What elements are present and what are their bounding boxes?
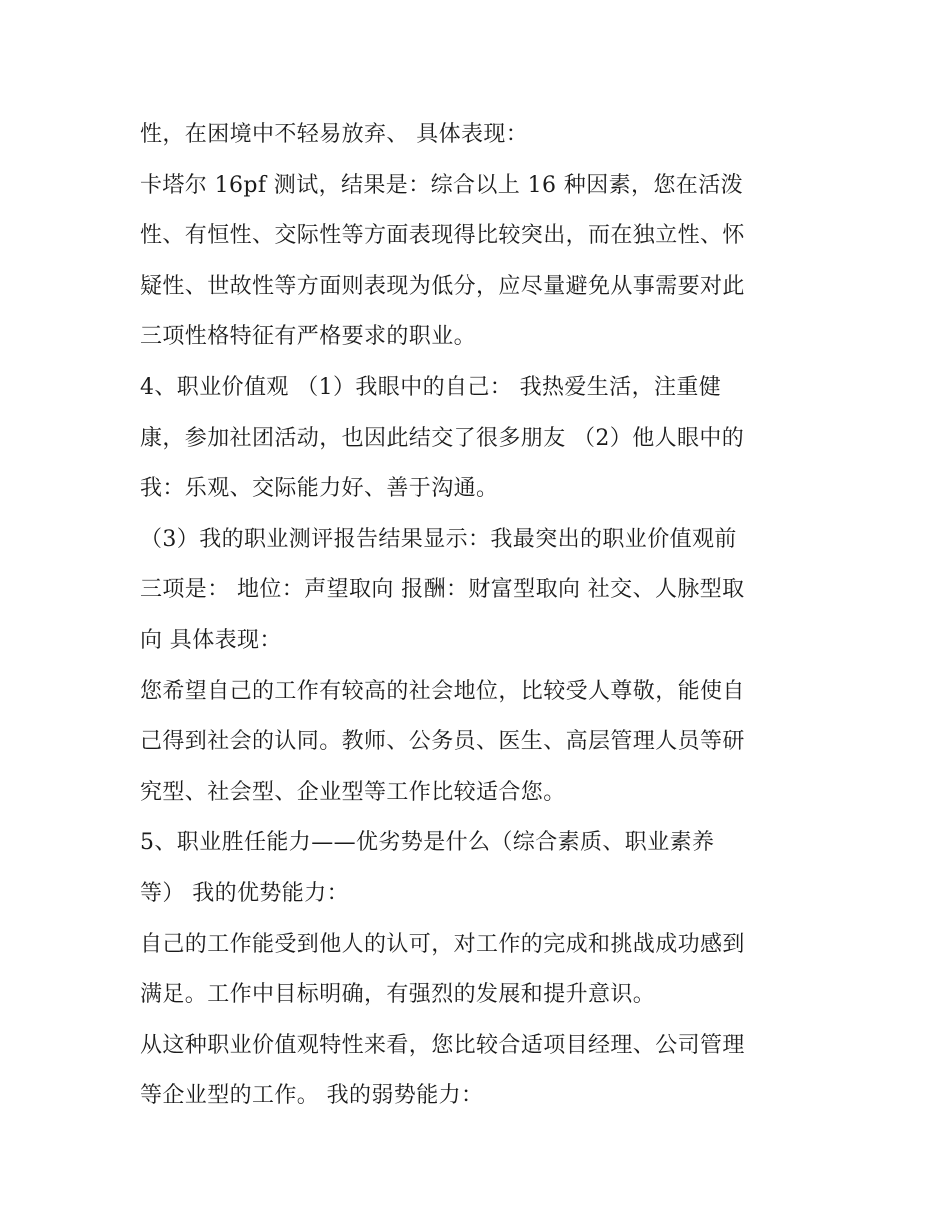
text-line: （3）我的职业测评报告结果显示：我最突出的职业价值观前: [140, 526, 737, 552]
text-line: 我：乐观、交际能力好、善于沟通。: [140, 476, 499, 502]
text-line: 4、职业价值观 （1）我眼中的自己： 我热爱生活，注重健: [140, 374, 722, 400]
text-line: 三项性格特征有严格要求的职业。: [140, 324, 477, 350]
text-line: 究型、社会型、企业型等工作比较适合您。: [140, 779, 566, 805]
text-line: 您希望自己的工作有较高的社会地位，比较受人尊敬，能使自: [140, 678, 745, 704]
text-line: 康，参加社团活动，也因此结交了很多朋友 （2）他人眼中的: [140, 425, 745, 451]
text-line: 三项是： 地位：声望取向 报酬：财富型取向 社交、人脉型取: [140, 577, 745, 603]
text-line: 向 具体表现：: [140, 627, 282, 653]
text-line: 等） 我的优势能力：: [140, 880, 349, 906]
text-line: 5、职业胜任能力——优劣势是什么（综合素质、职业素养: [140, 830, 715, 856]
text-line: 从这种职业价值观特性来看，您比较合适项目经理、公司管理: [140, 1032, 745, 1058]
text-line: 卡塔尔 16pf 测试，结果是：综合以上 16 种因素，您在活泼: [140, 172, 743, 198]
text-line: 等企业型的工作。 我的弱势能力：: [140, 1083, 484, 1109]
text-line: 疑性、世故性等方面则表现为低分，应尽量避免从事需要对此: [140, 273, 745, 299]
text-line: 满足。工作中目标明确，有强烈的发展和提升意识。: [140, 982, 656, 1008]
text-line: 己得到社会的认同。教师、公务员、医生、高层管理人员等研: [140, 729, 745, 755]
text-line: 性、有恒性、交际性等方面表现得比较突出，而在独立性、怀: [140, 223, 745, 249]
text-line: 性，在困境中不轻易放弃、 具体表现：: [140, 122, 529, 147]
document-body: [140, 110, 820, 1122]
text-line: 自己的工作能受到他人的认可，对工作的完成和挑战成功感到: [140, 931, 745, 957]
